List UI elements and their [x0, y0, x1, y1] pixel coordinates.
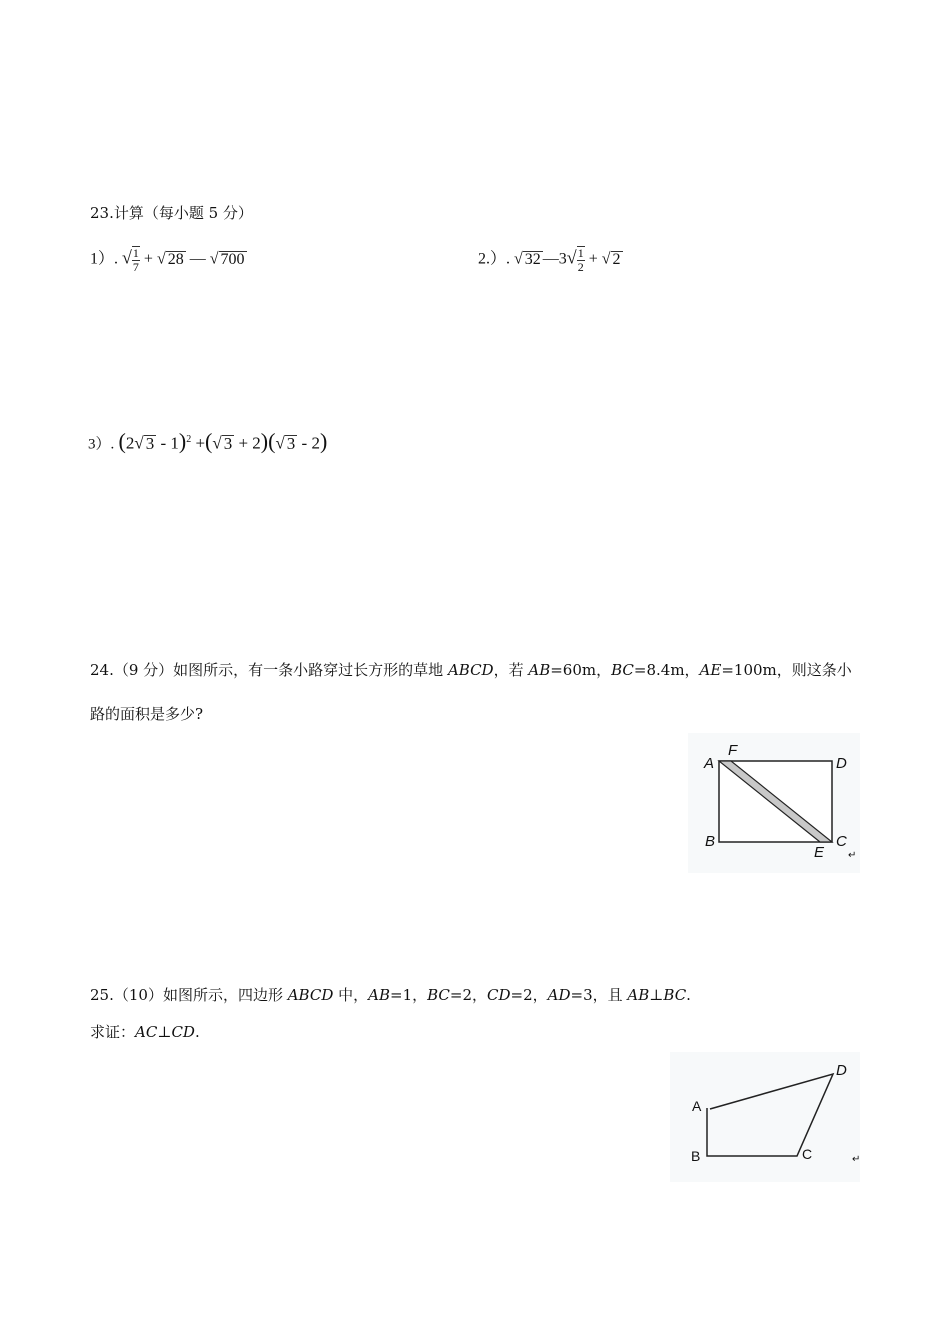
rectangle-diagram	[688, 733, 860, 873]
frac-num: 1	[132, 246, 139, 260]
label-d: D	[836, 755, 847, 772]
plus-sign: +	[195, 433, 206, 453]
q23-part1	[90, 246, 247, 274]
frac-den: 7	[132, 260, 139, 274]
sqrt-sign: √	[156, 250, 166, 268]
q24-text: =60m，	[550, 661, 612, 679]
sqrt-sign: √	[514, 250, 523, 268]
perp-symbol: ⊥	[157, 1023, 172, 1041]
q23-part3	[88, 430, 327, 455]
sqrt-sign: √	[134, 433, 144, 453]
label-a: A	[704, 755, 715, 772]
q24-text: =8.4m，	[633, 661, 700, 679]
var-bc: BC	[611, 661, 634, 679]
mid-term: —3	[542, 250, 567, 268]
paren-close: )	[178, 428, 187, 454]
radicand: 3	[286, 433, 296, 453]
sqrt-sign: √	[209, 250, 219, 268]
label-e: E	[814, 844, 825, 861]
fraction	[577, 246, 585, 274]
plus-sign: +	[143, 250, 153, 268]
radicand: 3	[145, 433, 155, 453]
label-d: D	[836, 1062, 847, 1079]
paren-open: (	[268, 428, 276, 454]
minus-sign: —	[189, 250, 206, 268]
q25-figure	[670, 1052, 860, 1182]
q24-line1	[90, 660, 852, 680]
q25-text: =3，且	[570, 986, 628, 1004]
paren-close: )	[260, 428, 269, 454]
sqrt-sign: √	[601, 250, 611, 268]
plus-sign: +	[588, 250, 598, 268]
sqrt-sign: √	[275, 433, 285, 453]
var-abcd: ABCD	[287, 986, 334, 1004]
q25-prove	[90, 1022, 200, 1042]
term: - 2	[297, 433, 320, 453]
term: + 2	[234, 433, 261, 453]
var-ae: AE	[699, 661, 722, 679]
sqrt-sign: √	[566, 247, 577, 268]
frac-den: 2	[577, 260, 584, 274]
quad-abcd	[707, 1074, 833, 1156]
q23-p3-label: 3）.	[88, 436, 115, 453]
q23-p1-label: 1）.	[90, 250, 119, 268]
q23-title: 23.计算（每小题 5 分）	[90, 204, 253, 222]
coef: 2	[125, 433, 135, 453]
var-ab: AB	[627, 986, 650, 1004]
var-cd: CD	[171, 1023, 195, 1041]
var-ab: AB	[528, 661, 551, 679]
radicand: 28	[167, 250, 184, 268]
return-mark: ↵	[852, 1154, 861, 1165]
q25-text: =2，	[449, 986, 488, 1004]
q25-text: =1，	[390, 986, 428, 1004]
q25-text: .	[686, 986, 691, 1004]
radicand: 700	[220, 250, 245, 268]
fraction	[132, 246, 140, 274]
perp-symbol: ⊥	[649, 986, 664, 1004]
return-mark: ↵	[848, 850, 857, 861]
label-b: B	[705, 833, 716, 850]
label-f: F	[728, 742, 738, 759]
q24-line2: 路的面积是多少?	[90, 705, 204, 723]
var-ad: AD	[547, 986, 571, 1004]
paren-open: (	[205, 428, 213, 454]
q24-text: =100m，则这条小	[721, 661, 852, 679]
q23-part2	[478, 246, 623, 274]
paren-open: (	[118, 428, 126, 454]
radicand: 3	[223, 433, 233, 453]
q24-text: 24.（9 分）如图所示，有一条小路穿过长方形的草地	[90, 661, 448, 679]
q25-line1	[90, 985, 691, 1005]
var-bc: BC	[663, 986, 687, 1004]
label-b: B	[691, 1148, 701, 1164]
var-abcd: ABCD	[447, 661, 494, 679]
radicand: 32	[524, 250, 541, 268]
sqrt-sign: √	[212, 433, 222, 453]
sqrt-sign: √	[122, 247, 132, 268]
q24-figure	[688, 733, 860, 873]
paren-close: )	[319, 428, 328, 454]
q25-text: 中，	[333, 986, 369, 1004]
frac-num: 1	[577, 246, 584, 260]
q25-text: 25.（10）如图所示，四边形	[90, 986, 288, 1004]
label-c: C	[802, 1146, 813, 1162]
exponent: 2	[186, 434, 192, 445]
radicand: 2	[612, 250, 621, 268]
q23-p2-label: 2.）.	[478, 250, 511, 268]
q25-text: .	[194, 1023, 200, 1041]
q25-text: =2，	[510, 986, 548, 1004]
label-a: A	[692, 1098, 702, 1114]
var-cd: CD	[487, 986, 511, 1004]
q25-text: 求证：	[90, 1023, 136, 1041]
term: - 1	[156, 433, 179, 453]
label-c: C	[836, 833, 847, 850]
var-ab: AB	[368, 986, 390, 1004]
var-ac: AC	[135, 1023, 158, 1041]
var-bc: BC	[427, 986, 450, 1004]
q24-text: ，若	[493, 661, 529, 679]
